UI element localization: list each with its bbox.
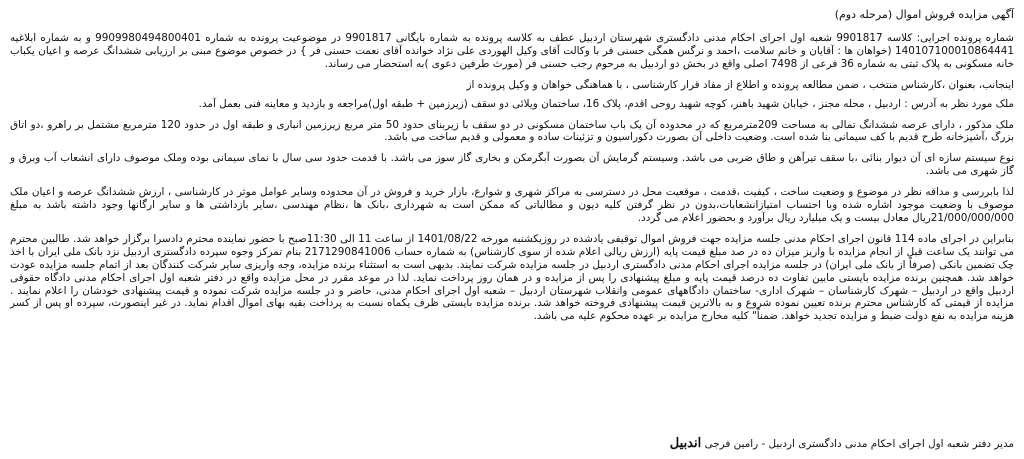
- paragraph-structure-details: نوع سیستم سازه ای آن دیوار بنائی ،با سقف تیرآهن و طاق ضربی می باشد. وسیستم گرمایش آن بصورت آبگرمکن و بخاری گاز سوز می باشد. با قدمت حدود سی سال با نمای سیمانی بوده وملک موصوف دارای انشعاب آب وبرق و گاز شهری می باشد.: [10, 152, 1014, 178]
- paragraph-auction-terms: بنابراین در اجرای ماده 114 قانون اجرای احکام مدنی جلسه مزایده جهت فروش اموال توقیفی یادشده در روزیکشنبه مورخه 1401/08/22 از ساعت 11 الی 11:30صبح با حضور نماینده محترم دادسرا برگزار خواهد شد. طالبین محترم می توانند یک ساعت قبل از انجام مزایده با واریز میزان ده در صد مبلغ قیمت پایه (ارزش ریالی اعلام شده از سوی کارشناس) به شماره حساب 2171290841006 بنام تمرکز وجوه سپرده دادگستری اردبیل نزد بانک ملی ایران با اخذ چک تضمین بانکی (صرفاً از بانک ملی ایران) در جلسه مزایده اجرای احکام مدنی دادگستری اردبیل در جلسه مزایده شرکت نمایند. بدیهی است به استثناء برنده مزایده، وجه واریزی سایر شرکت کنندگان بعد از اتمام جلسه مزایده عودت خواهد شد. همچنین برنده مزایده بایستی مابین تفاوت ده درصد قیمت پایه و مبلغ پیشنهادی را پس از مزایده و در همان روز پرداخت نماید. لذا در موعد مقرر در محل مزایده واقع در دفتر شعبه اول اجرای احکام مدنی دادگاه حقوقی اردبیل واقع در اردبیل – شهرک کارشناسان – شهرک اداری- ساختمان دادگاههای عمومی وانقلاب شهرستان اردبیل – شعبه اول اجرای احکام مدنی، حاضر و در جلسه مزایده شرکت نموده و قیمت پیشنهادی خودشان را اعلام نمایند . مزایده از قیمتی که کارشناس محترم برنده تعیین نموده شروع و به بالاترین قیمت پیشنهادی فروخته خواهد شد. برنده مزایده بایستی ظرف یکماه نسبت به پرداخت بقیه بهای اموال اقدام نماید. در غیر اینصورت، سپرده او پس از کسر هزینه مزایده به نفع دولت ضبط و مزایده تجدید خواهد. ضمناً" کلیه مخارج مزایده بر عهده محکوم علیه می باشد.: [10, 232, 1014, 323]
- page-title: آگهی مزایده فروش اموال (مرحله دوم): [834, 8, 1014, 21]
- paragraph-case-details: شماره پرونده اجرایی: کلاسه 9901817 شعبه اول اجرای احکام مدنی دادگستری شهرستان اردبیل عطف به کلاسه پرونده به شماره بایگانی 9901817 در موضوعیت پرونده به شماره 9909980494800401 و به شماره ابلاغیه 140107100010864441 (خواهان ها : آقایان و خانم سلامت ،احمد و نرگس همگی حسنی فر با وکالت آقای وکیل الهوردی علی نژاد خوانده آقای نعمت حسنی فر } در خصوص موضوع مبنی بر ارزیابی ششدانگ عرصه و اعیان یکباب خانه مسکونی به پلاک ثبتی به شماره 36 فرعی از 7498 اصلی واقع در بخش دو اردبیل به مرحوم رجب حسنی فر (مورث طرفین دعوی )به استحضار می رساند.: [10, 32, 1014, 70]
- signature: اندبیل: [669, 436, 702, 451]
- paragraph-valuation: لذا بابررسی و مداقه نظر در موضوع و وضعیت ساخت ، کیفیت ،قدمت ، موقعیت محل در دسترسی به مراکز شهری و شوارع، بازار خرید و فروش در آن محدوده وسایر عوامل موثر در کارشناسی ، ارزش ششدانگ عرصه و اعیان ملک موصوف با وضعیت موجود اشاره شده وبا احتساب امتیازانشعابات،بدون در نظر گرفتن کلیه دیون و مطالباتی که ممکن است به شهرداری ،بانک ها ،نظام مهندسی ،سایر بازداشتی ها و سایر ارگانها وجود داشته باشد به مبلغ 21/000/000/000ریال معادل بیست و یک میلیارد ریال برآورد و بحضور اعلام می گردد.: [10, 186, 1014, 224]
- document-footer: [10, 437, 1014, 451]
- paragraph-property-address: ملک مورد نظر به آدرس : اردبیل ، محله مجنز ، خیابان شهید باهنر، کوچه شهید روحی اقدم، پلاک 16، ساختمان ویلائی دو سقف (زیرزمین + طبقه اول)مراجعه و بازدید و معاینه فنی بعمل آمد.: [198, 97, 1014, 110]
- paragraph-property-description: ملک مذکور ، دارای عرصه ششدانگ تمالی به مساحت 209مترمربع که در محدوده آن یک باب ساختمان مسکونی در دو سقف با زیربنای حدود 50 متر مربع زیرزمین انباری و طبقه اول در حدود 120 مترمربع مشتمل بر راهرو ،دو اتاق بزرگ ،آشپزخانه طرح قدیم با کف سیمانی بنا شده است. وضعیت داخلی آن بصورت دکوراسیون و تزئینات ساده و معمولی و قدیم ساخت می باشد.: [10, 118, 1014, 144]
- footer-text: مدیر دفتر شعبه اول اجرای احکام مدنی دادگستری اردبیل - رامین فرجی: [704, 438, 1014, 450]
- paragraph-expert-intro: اینجانب، بعنوان ،کارشناس منتخب ، ضمن مطالعه پرونده و اطلاع از مفاد قرار کارشناسی ، با هماهنگی خواهان و وکیل پرونده از: [466, 78, 1014, 91]
